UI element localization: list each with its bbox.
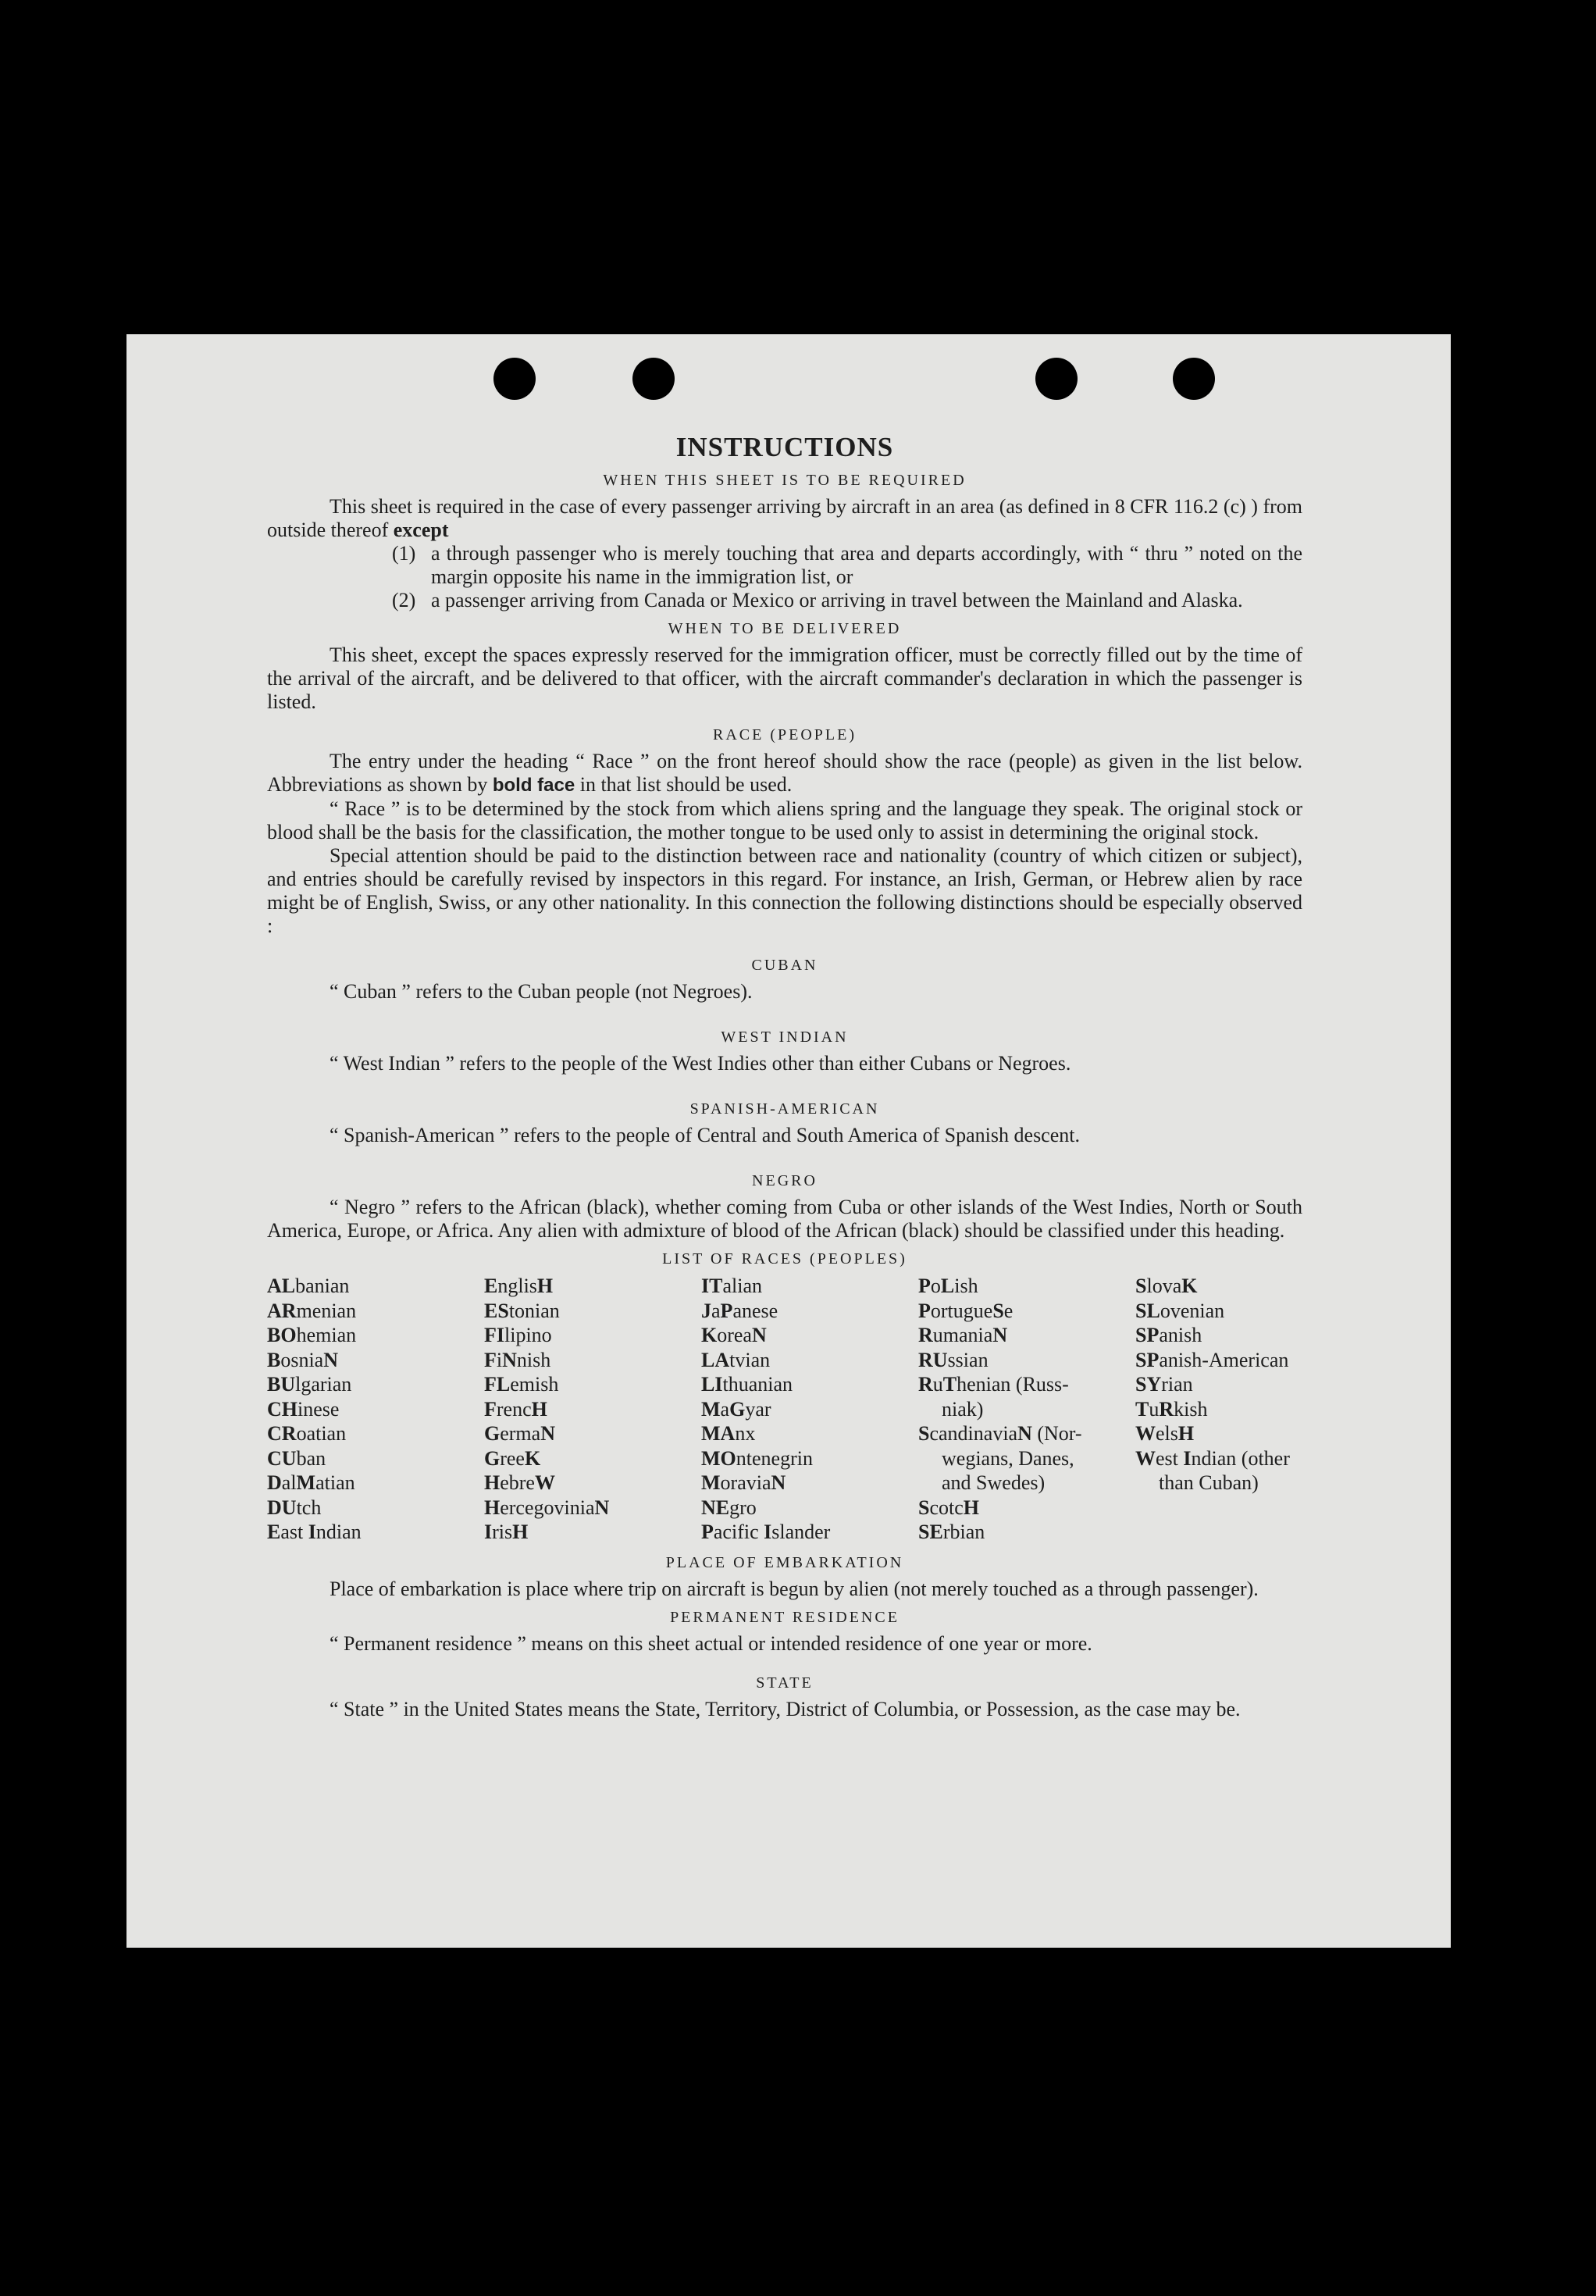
section-heading-embarkation: PLACE OF EMBARKATION [665,1553,904,1571]
race-entry: IrisH [484,1521,529,1543]
negro-text: “ Negro ” refers to the African (black), whether coming from Cuba or other islands of the West Indies, North or South America, Europe, or Africa. Any alien with admixture of blood of the African (black) should be classified under this heading. [267,1196,1302,1242]
race-entry: MOntenegrin [701,1446,813,1470]
race-entry: RuThenian (Russ- [918,1373,1069,1396]
race-entry: RumaniaN [918,1324,1008,1346]
race-column [267,1274,484,1545]
punch-hole [493,358,536,400]
race-paragraph: “ Race ” is to be determined by the stock from which aliens spring and the language they speak. The original stock or blood shall be the basis for the classification, the mother tongue to be used only to assist in determining the original stock. [267,797,1302,843]
race-entry: LAtvian [701,1348,771,1371]
punch-hole [632,358,675,400]
spanish-american-text: “ Spanish-American ” refers to the people of Central and South America of Spanish descent. [330,1124,1080,1146]
race-entry: BOhemian [267,1324,357,1346]
race-entry: KoreaN [701,1324,767,1346]
race-entry: BUlgarian [267,1373,352,1396]
race-entry: FiNnish [484,1348,551,1371]
list-item: (2) a passenger arriving from Canada or Mexico or arriving in travel between the Mainland and Alaska. [392,589,1243,611]
race-entry: GermaN [484,1422,555,1445]
race-column [1135,1274,1302,1545]
document-sheet [126,334,1451,1948]
cuban-text: “ Cuban ” refers to the Cuban people (not Negroes). [330,980,753,1003]
residence-text: “ Permanent residence ” means on this sheet actual or intended residence of one year or more. [330,1631,1092,1655]
race-entry: ScotcH [918,1496,980,1519]
race-entry: CHinese [267,1397,340,1421]
race-paragraph: Special attention should be paid to the distinction between race and nationality (country of which citizen or subject), and entries should be carefully revised by inspectors in this regard. For instance, an Irish, German, or Hebrew alien by race might be of English, Swiss, or any other nationality. In this connection the following distinctions should be especially observed : [267,844,1302,937]
race-entry: SPanish [1135,1324,1202,1346]
race-column [484,1274,701,1545]
section-heading-races: LIST OF RACES (PEOPLES) [662,1250,907,1267]
instructions-content [267,431,1302,1721]
race-entry: SYrian [1135,1373,1193,1396]
race-entry: Pacific Islander [701,1521,831,1543]
races-list [267,1274,1302,1545]
race-entry: JaPanese [701,1299,778,1322]
race-entry: DalMatian [267,1471,355,1494]
race-entry: NEgro [701,1496,757,1519]
race-column [918,1274,1135,1545]
race-entry: PortugueSe [918,1299,1014,1322]
punch-hole [1035,358,1078,400]
section-heading-residence: PERMANENT RESIDENCE [670,1608,900,1626]
race-entry: FLemish [484,1373,559,1396]
race-entry: FrencH [484,1397,547,1421]
race-entry: RUssian [918,1348,989,1371]
race-entry: SErbian [918,1521,985,1543]
race-entry: ALbanian [267,1275,350,1297]
state-text: “ State ” in the United States means the State, Territory, District of Columbia, or Possession, as the case may be. [330,1697,1241,1720]
race-entry: niak) [942,1397,984,1421]
race-paragraph: The entry under the heading “ Race ” on the front hereof should show the race (people) as given in the list below. Abbreviations as shown by bold face in that list should be used. [267,750,1302,796]
section-heading-required: WHEN THIS SHEET IS TO BE REQUIRED [603,472,967,489]
race-entry: FIlipino [484,1324,552,1346]
race-entry: SPanish-American [1135,1348,1289,1371]
section-heading-negro: NEGRO [752,1172,818,1189]
race-entry: HebreW [484,1471,555,1494]
punch-hole [1173,358,1215,400]
section-heading-delivered: WHEN TO BE DELIVERED [668,620,902,637]
race-entry: TuRkish [1135,1397,1208,1421]
race-entry: West Indian (other [1135,1446,1290,1470]
race-entry: WelsH [1135,1422,1195,1445]
race-entry: HercegoviniaN [484,1496,610,1519]
delivered-text: This sheet, except the spaces expressly reserved for the immigration officer, must be correctly filled out by the time of the arrival of the aircraft, and be delivered to that officer, with the aircraft commander's declaration in which the passenger is listed. [267,644,1302,713]
race-entry: PoLish [918,1275,978,1297]
west-indian-text: “ West Indian ” refers to the people of the West Indies other than either Cubans or Negroes. [330,1052,1071,1075]
race-entry: ScandinaviaN (Nor- [918,1422,1082,1445]
race-entry: BosniaN [267,1348,339,1371]
race-entry: MAnx [701,1422,756,1445]
race-entry: EStonian [484,1299,560,1322]
section-heading-west-indian: WEST INDIAN [721,1029,849,1046]
section-heading-spanish-american: SPANISH-AMERICAN [689,1100,880,1118]
section-heading-cuban: CUBAN [751,957,818,974]
race-entry: MoraviaN [701,1471,786,1494]
race-entry: and Swedes) [942,1471,1046,1494]
page-title: INSTRUCTIONS [675,432,894,462]
embarkation-text: Place of embarkation is place where trip on aircraft is begun by alien (not merely touched as a through passenger). [330,1577,1259,1600]
race-entry: GreeK [484,1446,541,1470]
race-entry: ITalian [701,1275,762,1297]
list-item: (1) a through passenger who is merely touching that area and departs accordingly, with “ thru ” noted on the margin opposite his name in the immigration list, or [392,542,1302,588]
race-entry: than Cuban) [1159,1471,1259,1494]
required-intro: This sheet is required in the case of every passenger arriving by aircraft in an area (as defined in 8 CFR 116.2 (c) ) from outside thereof except [267,495,1302,541]
race-entry: ARmenian [267,1299,357,1322]
race-entry: CRoatian [267,1422,347,1445]
race-entry: SLovenian [1135,1299,1225,1322]
section-heading-race: RACE (PEOPLE) [713,726,857,743]
race-entry: LIthuanian [701,1373,793,1396]
race-entry: DUtch [267,1496,322,1519]
race-entry: CUban [267,1446,326,1470]
race-entry: wegians, Danes, [942,1446,1074,1470]
section-heading-state: STATE [756,1674,814,1692]
race-entry: EnglisH [484,1275,554,1297]
race-entry: SlovaK [1135,1275,1198,1297]
race-entry: East Indian [267,1521,362,1543]
race-column [701,1274,918,1545]
race-entry: MaGyar [701,1397,771,1421]
